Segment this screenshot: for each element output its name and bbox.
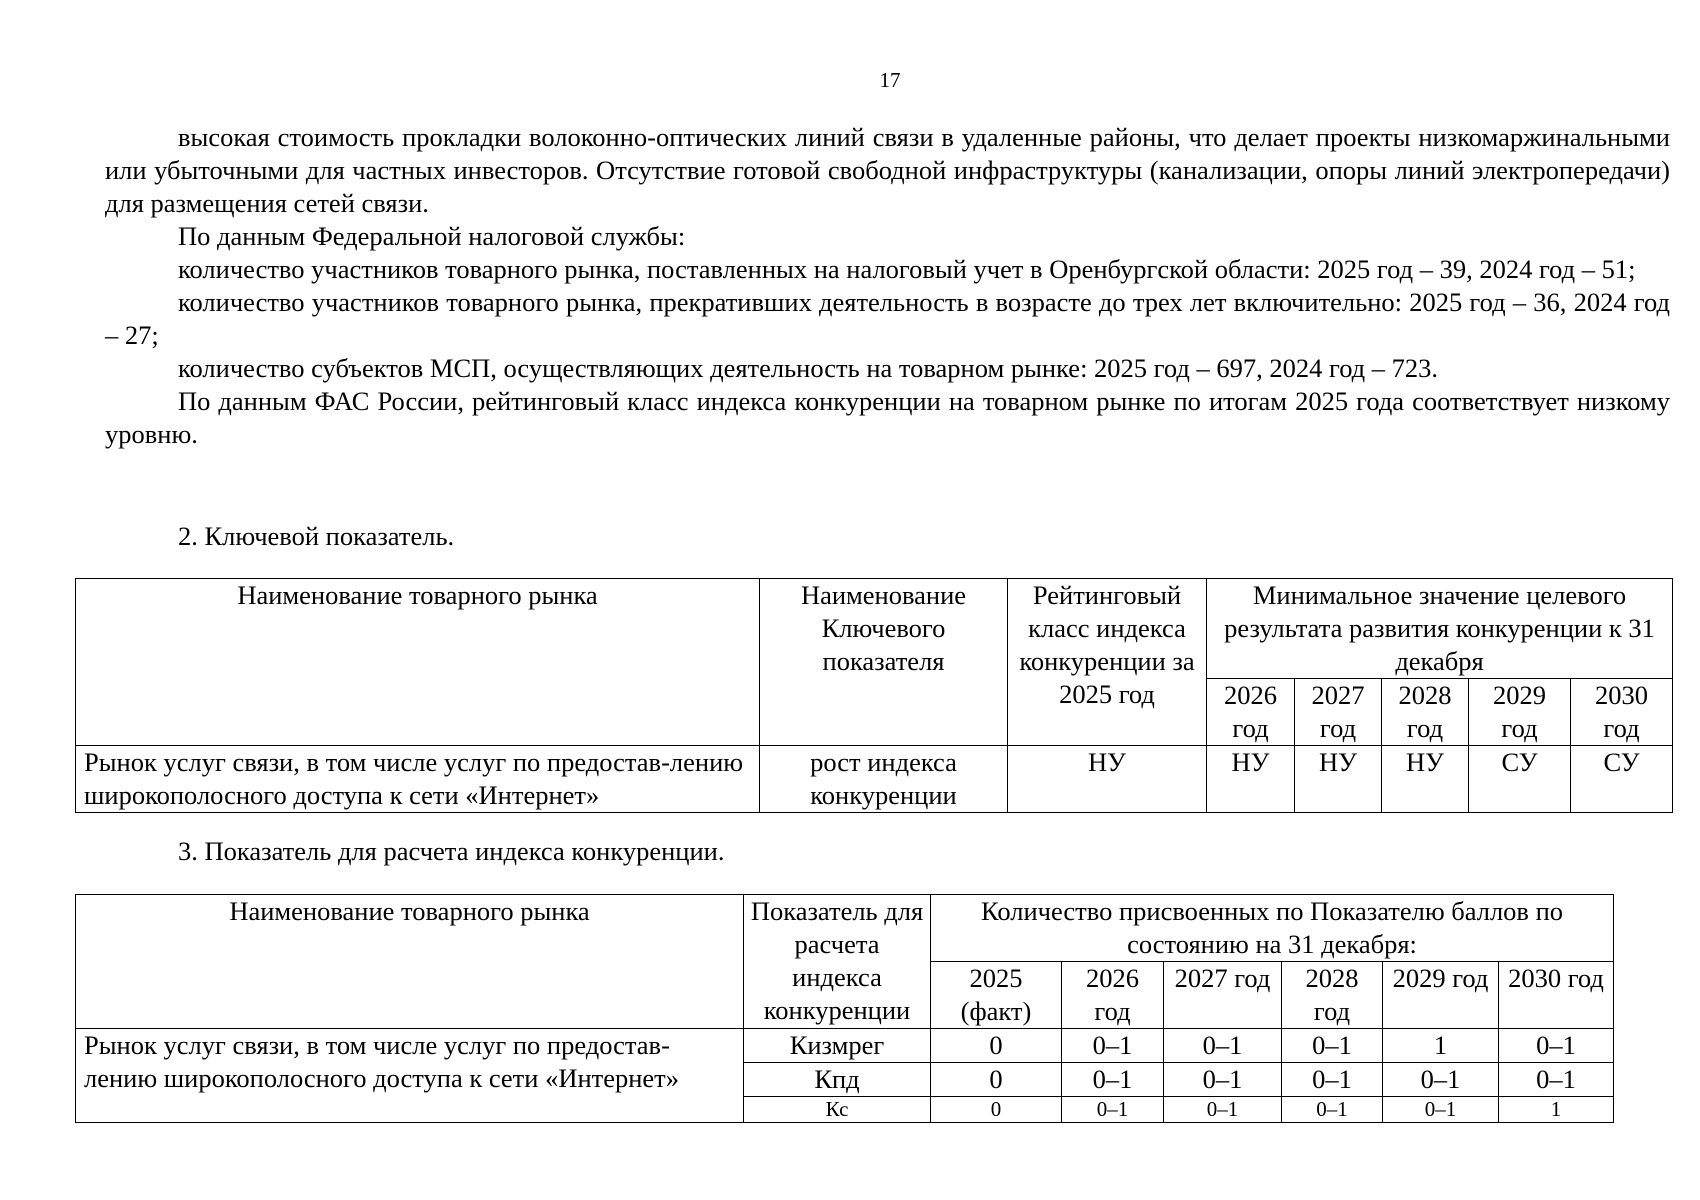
target-value: НУ: [1382, 746, 1469, 813]
year-header: 2029 год: [1383, 962, 1499, 1029]
competition-index-table: [75, 894, 1614, 1123]
score-value: 0–1: [1499, 1063, 1614, 1097]
paragraph: По данным ФАС России, рейтинговый класс индекса конкуренции на товарном рынке по итогам 2025 года соответствует низкому уровню.: [105, 386, 1670, 449]
score-value: 0–1: [1499, 1029, 1614, 1063]
rating-value: НУ: [1008, 746, 1207, 813]
section-heading-key-indicator: 2. Ключевой показатель.: [178, 521, 455, 551]
year-header: 2030 год: [1571, 679, 1673, 746]
paragraph: высокая стоимость прокладки волоконно-оптических линий связи в удаленные районы, что делает проекты низкомаржинальными или убыточными для частных инвесторов. Отсутствие готовой свободной инфраструктуры (канализации, опоры линий электропередачи) для размещения сетей связи.: [105, 122, 1670, 218]
score-value: 0: [931, 1029, 1062, 1063]
key-indicator-table: [75, 578, 1673, 813]
score-value: 0: [931, 1063, 1062, 1097]
year-header: 2025 (факт): [931, 962, 1062, 1029]
header-indicator: Показатель для расчета индекса конкуренции: [744, 895, 931, 1029]
score-value: 0–1: [1383, 1063, 1499, 1097]
header-points: Количество присвоенных по Показателю баллов по состоянию на 31 декабря:: [931, 895, 1614, 962]
indicator-name: Кизмрег: [744, 1029, 931, 1063]
indicator-name: Кпд: [744, 1063, 931, 1097]
header-rating: Рейтинговый класс индекса конкуренции за 2025 год: [1008, 579, 1207, 746]
score-value: 0–1: [1282, 1097, 1383, 1123]
page-number: 17: [879, 68, 901, 92]
paragraph: количество участников товарного рынка, поставленных на налоговый учет в Оренбургской области: 2025 год – 39, 2024 год – 51;: [178, 254, 1636, 284]
indicator-name: Кс: [744, 1097, 931, 1123]
header-indicator: Наименование Ключевого показателя: [760, 579, 1008, 746]
year-header: 2029 год: [1469, 679, 1571, 746]
target-value: НУ: [1295, 746, 1382, 813]
score-value: 0–1: [1062, 1097, 1164, 1123]
score-value: 0–1: [1062, 1063, 1164, 1097]
score-value: 0–1: [1282, 1029, 1383, 1063]
score-value: 0–1: [1164, 1063, 1282, 1097]
year-header: 2028 год: [1382, 679, 1469, 746]
target-value: СУ: [1469, 746, 1571, 813]
market-name: Рынок услуг связи, в том числе услуг по предостав-лению широкополосного доступа к сети «Интернет»: [76, 746, 760, 813]
indicator-name: рост индекса конкуренции: [760, 746, 1008, 813]
year-header: 2026 год: [1207, 679, 1295, 746]
body-text: [105, 121, 1670, 451]
score-value: 0: [931, 1097, 1062, 1123]
score-value: 1: [1383, 1029, 1499, 1063]
header-min-value: Минимальное значение целевого результата развития конкуренции к 31 декабря: [1207, 579, 1673, 679]
score-value: 0–1: [1164, 1029, 1282, 1063]
year-header: 2026 год: [1062, 962, 1164, 1029]
year-header: 2027 год: [1295, 679, 1382, 746]
paragraph: количество участников товарного рынка, прекративших деятельность в возрасте до трех лет включительно: 2025 год – 36, 2024 год – 27;: [105, 287, 1670, 350]
target-value: СУ: [1571, 746, 1673, 813]
score-value: 0–1: [1282, 1063, 1383, 1097]
target-value: НУ: [1207, 746, 1295, 813]
paragraph: По данным Федеральной налоговой службы:: [178, 221, 686, 251]
header-market: Наименование товарного рынка: [76, 895, 744, 1029]
score-value: 0–1: [1062, 1029, 1164, 1063]
year-header: 2028 год: [1282, 962, 1383, 1029]
score-value: 0–1: [1383, 1097, 1499, 1123]
score-value: 1: [1499, 1097, 1614, 1123]
table-row: [76, 746, 1673, 813]
table-row: [76, 1029, 1614, 1063]
paragraph: количество субъектов МСП, осуществляющих деятельность на товарном рынке: 2025 год – 697, 2024 год – 723.: [178, 353, 1439, 383]
score-value: 0–1: [1164, 1097, 1282, 1123]
year-header: 2027 год: [1164, 962, 1282, 1029]
market-name: Рынок услуг связи, в том числе услуг по предостав-лению широкополосного доступа к сети «Интернет»: [76, 1029, 744, 1123]
year-header: 2030 год: [1499, 962, 1614, 1029]
header-market: Наименование товарного рынка: [76, 579, 760, 746]
section-heading-competition-index: 3. Показатель для расчета индекса конкуренции.: [178, 836, 725, 866]
